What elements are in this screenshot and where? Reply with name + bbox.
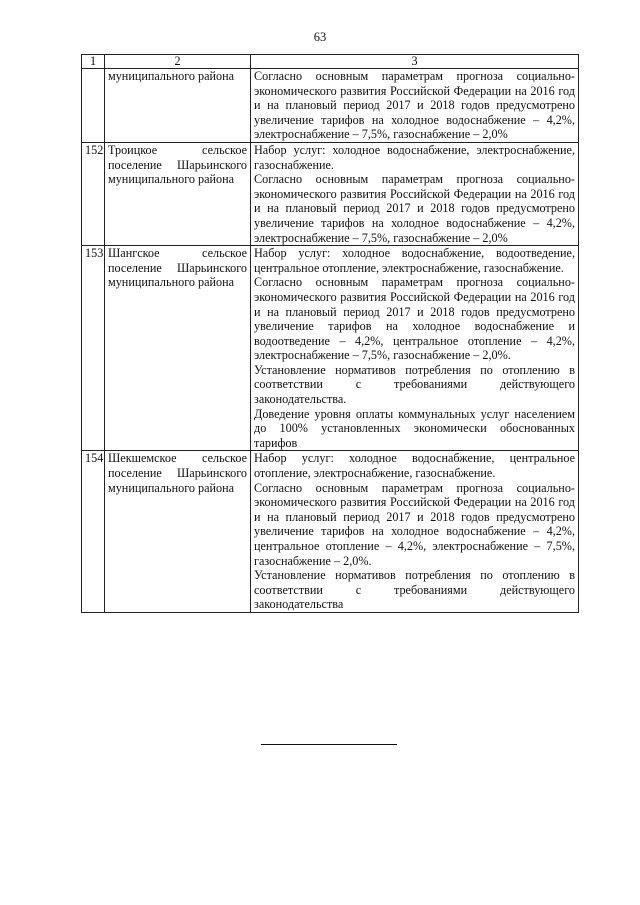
description-paragraph: Доведение уровня оплаты коммунальных услуг населением до 100% установленных экономически обоснованных тарифов [254,406,575,450]
description-paragraph: Набор услуг: холодное водоснабжение, водоотведение, центральное отопление, электроснабжение, газоснабжение. [254,246,575,275]
row-number: 152 [82,142,105,245]
settlement-name: муниципального района [105,69,251,143]
row-description [251,451,579,613]
row-number: 154 [82,451,105,613]
row-number: 153 [82,246,105,451]
settlement-name: Шекшемское сельское поселение Шарьинского муниципального района [105,451,251,613]
table-row [82,246,579,451]
table-row [82,451,579,613]
table-row [82,142,579,245]
column-header-settlement: 2 [105,55,251,69]
table-header-row [82,55,579,69]
description-paragraph: Установление нормативов потребления по отоплению в соответствии с требованиями действующего законодательства [254,568,575,612]
page-number: 63 [313,30,327,44]
column-header-number: 1 [82,55,105,69]
closing-rule [261,744,397,745]
tariff-table [81,54,579,613]
row-number [82,69,105,143]
row-description [251,246,579,451]
description-paragraph: Согласно основным параметрам прогноза социально-экономического развития Российской Федерации на 2016 год и на плановый период 2017 и 2018 годов предусмотрено увеличение тарифов на холодное водоснабжение – 4,2%, электроснабжение – 7,5%, газоснабжение – 2,0% [254,172,575,245]
description-paragraph: Согласно основным параметрам прогноза социально-экономического развития Российской Федерации на 2016 год и на плановый период 2017 и 2018 годов предусмотрено увеличение тарифов на холодное водоснабжение – 4,2%, электроснабжение – 7,5%, газоснабжение – 2,0% [254,69,575,142]
description-paragraph: Согласно основным параметрам прогноза социально-экономического развития Российской Федерации на 2016 год и на плановый период 2017 и 2018 годов предусмотрено увеличение тарифов на холодное водоснабжение и водоотведение – 4,2%, центральное отопление – 4,2%, электроснабжение – 7,5%, газоснабжение – 2,0%. [254,275,575,363]
description-paragraph: Согласно основным параметрам прогноза социально-экономического развития Российской Федерации на 2016 год и на плановый период 2017 и 2018 годов предусмотрено увеличение тарифов на холодное водоснабжение – 4,2%, центральное отопление – 4,2%, электроснабжение – 7,5%, газоснабжение – 2,0%. [254,480,575,568]
column-header-description: 3 [251,55,579,69]
settlement-name: Шангское сельское поселение Шарьинского муниципального района [105,246,251,451]
settlement-name: Троицкое сельское поселение Шарьинского муниципального района [105,142,251,245]
table-row [82,69,579,143]
description-paragraph: Установление нормативов потребления по отоплению в соответствии с требованиями действующего законодательства. [254,362,575,407]
description-paragraph: Набор услуг: холодное водоснабжение, центральное отопление, электроснабжение, газоснабжение. [254,451,575,481]
row-description [251,69,579,143]
description-paragraph: Набор услуг: холодное водоснабжение, электроснабжение, газоснабжение. [254,142,575,172]
row-description [251,142,579,245]
